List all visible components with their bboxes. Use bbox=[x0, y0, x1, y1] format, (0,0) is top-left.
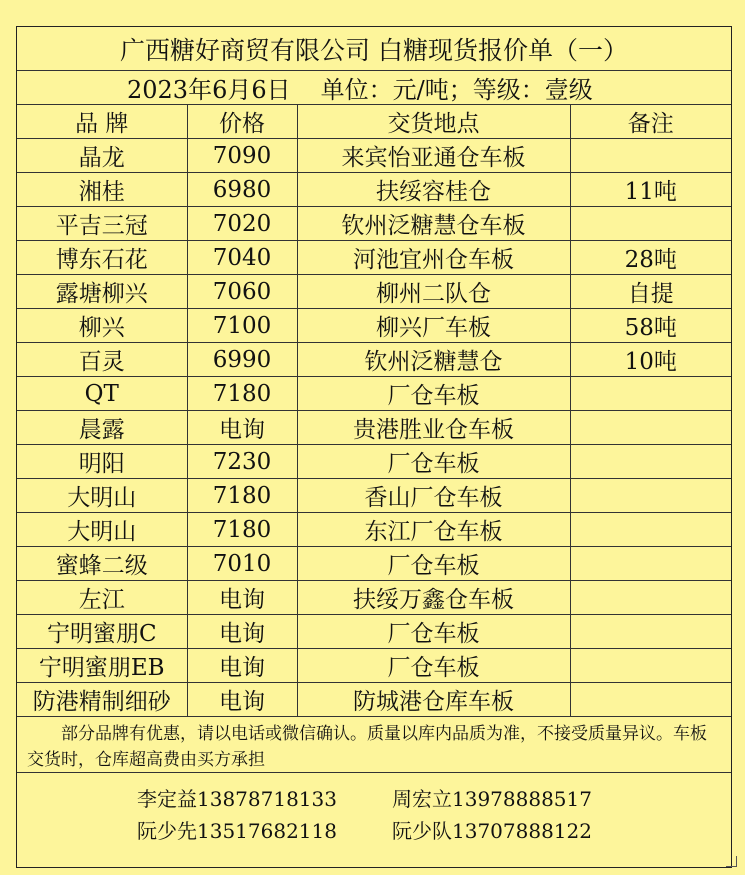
cell-location: 钦州泛糖慧仓车板 bbox=[297, 207, 570, 241]
contact-entry: 阮少队13707888122 bbox=[392, 819, 592, 843]
table-row bbox=[17, 309, 731, 343]
table-row bbox=[17, 479, 731, 513]
cell-location: 厂仓车板 bbox=[297, 649, 570, 683]
table-row bbox=[17, 547, 731, 581]
cell-note: 11吨 bbox=[570, 173, 731, 207]
table-header-row bbox=[17, 105, 731, 139]
table-row bbox=[17, 241, 731, 275]
cell-price: 7180 bbox=[187, 377, 297, 411]
corner-mark bbox=[726, 856, 737, 867]
cell-note bbox=[570, 445, 731, 479]
cell-brand: 明阳 bbox=[17, 445, 187, 479]
cell-note bbox=[570, 615, 731, 649]
cell-note bbox=[570, 139, 731, 173]
table-row bbox=[17, 615, 731, 649]
cell-location: 厂仓车板 bbox=[297, 377, 570, 411]
contact-row bbox=[17, 815, 731, 847]
cell-location: 柳州二队仓 bbox=[297, 275, 570, 309]
cell-price: 6990 bbox=[187, 343, 297, 377]
quote-date: 2023年6月6日 bbox=[127, 76, 291, 104]
table-row bbox=[17, 275, 731, 309]
cell-price: 电询 bbox=[187, 581, 297, 615]
cell-note: 自提 bbox=[570, 275, 731, 309]
table-row bbox=[17, 343, 731, 377]
price-table bbox=[17, 105, 731, 717]
table-row bbox=[17, 513, 731, 547]
cell-note bbox=[570, 513, 731, 547]
cell-note bbox=[570, 547, 731, 581]
cell-price: 7010 bbox=[187, 547, 297, 581]
cell-brand: 宁明蜜朋EB bbox=[17, 649, 187, 683]
cell-price: 电询 bbox=[187, 411, 297, 445]
cell-brand: 大明山 bbox=[17, 479, 187, 513]
table-row bbox=[17, 683, 731, 717]
table-row bbox=[17, 649, 731, 683]
cell-price: 电询 bbox=[187, 683, 297, 717]
cell-location: 扶绥容桂仓 bbox=[297, 173, 570, 207]
cell-note bbox=[570, 649, 731, 683]
cell-price: 7230 bbox=[187, 445, 297, 479]
cell-brand: 防港精制细砂 bbox=[17, 683, 187, 717]
table-row bbox=[17, 411, 731, 445]
cell-price: 7180 bbox=[187, 479, 297, 513]
cell-price: 7040 bbox=[187, 241, 297, 275]
cell-note bbox=[570, 411, 731, 445]
cell-brand: 博东石花 bbox=[17, 241, 187, 275]
cell-location: 厂仓车板 bbox=[297, 615, 570, 649]
cell-note bbox=[570, 207, 731, 241]
sheet-title bbox=[17, 27, 731, 71]
contact-row bbox=[17, 783, 731, 815]
contact-entry: 阮少先13517682118 bbox=[137, 819, 337, 843]
cell-location: 来宾怡亚通仓车板 bbox=[297, 139, 570, 173]
cell-price: 电询 bbox=[187, 649, 297, 683]
cell-brand: 晶龙 bbox=[17, 139, 187, 173]
col-header-note: 备注 bbox=[570, 105, 731, 139]
cell-price: 7060 bbox=[187, 275, 297, 309]
cell-location: 东江厂仓车板 bbox=[297, 513, 570, 547]
cell-location: 河池宜州仓车板 bbox=[297, 241, 570, 275]
cell-location: 柳兴厂车板 bbox=[297, 309, 570, 343]
cell-note bbox=[570, 377, 731, 411]
cell-location: 防城港仓库车板 bbox=[297, 683, 570, 717]
cell-location: 香山厂仓车板 bbox=[297, 479, 570, 513]
cell-location: 钦州泛糖慧仓 bbox=[297, 343, 570, 377]
cell-price: 电询 bbox=[187, 615, 297, 649]
unit-grade: 单位：元/吨；等级：壹级 bbox=[320, 76, 593, 104]
cell-note: 58吨 bbox=[570, 309, 731, 343]
title-text: 广西糖好商贸有限公司 白糖现货报价单（一） bbox=[120, 35, 628, 65]
contact-block bbox=[17, 773, 731, 867]
cell-brand: 大明山 bbox=[17, 513, 187, 547]
cell-price: 7180 bbox=[187, 513, 297, 547]
contact-entry: 李定益13878718133 bbox=[137, 787, 337, 811]
cell-price: 7090 bbox=[187, 139, 297, 173]
cell-price: 6980 bbox=[187, 173, 297, 207]
col-header-price: 价格 bbox=[187, 105, 297, 139]
table-row bbox=[17, 377, 731, 411]
cell-brand: QT bbox=[17, 377, 187, 411]
cell-location: 厂仓车板 bbox=[297, 547, 570, 581]
table-row bbox=[17, 581, 731, 615]
col-header-brand: 品 牌 bbox=[17, 105, 187, 139]
cell-brand: 晨露 bbox=[17, 411, 187, 445]
cell-price: 7100 bbox=[187, 309, 297, 343]
table-row bbox=[17, 139, 731, 173]
cell-brand: 左江 bbox=[17, 581, 187, 615]
contact-entry: 周宏立13978888517 bbox=[392, 787, 592, 811]
cell-location: 厂仓车板 bbox=[297, 445, 570, 479]
table-row bbox=[17, 173, 731, 207]
cell-price: 7020 bbox=[187, 207, 297, 241]
cell-location: 扶绥万鑫仓车板 bbox=[297, 581, 570, 615]
cell-brand: 湘桂 bbox=[17, 173, 187, 207]
price-sheet bbox=[16, 26, 732, 868]
cell-brand: 柳兴 bbox=[17, 309, 187, 343]
notice-text: 部分品牌有优惠，请以电话或微信确认。质量以库内品质为准，不接受质量异议。车板交货时，仓库超高费由买方承担 bbox=[17, 717, 731, 773]
cell-note: 28吨 bbox=[570, 241, 731, 275]
cell-brand: 蜜蜂二级 bbox=[17, 547, 187, 581]
cell-note bbox=[570, 581, 731, 615]
cell-brand: 平吉三冠 bbox=[17, 207, 187, 241]
cell-brand: 百灵 bbox=[17, 343, 187, 377]
cell-brand: 露塘柳兴 bbox=[17, 275, 187, 309]
cell-note bbox=[570, 683, 731, 717]
table-row bbox=[17, 207, 731, 241]
cell-note bbox=[570, 479, 731, 513]
cell-note: 10吨 bbox=[570, 343, 731, 377]
cell-location: 贵港胜业仓车板 bbox=[297, 411, 570, 445]
sheet-subtitle bbox=[17, 71, 731, 105]
col-header-location: 交货地点 bbox=[297, 105, 570, 139]
table-row bbox=[17, 445, 731, 479]
cell-brand: 宁明蜜朋C bbox=[17, 615, 187, 649]
